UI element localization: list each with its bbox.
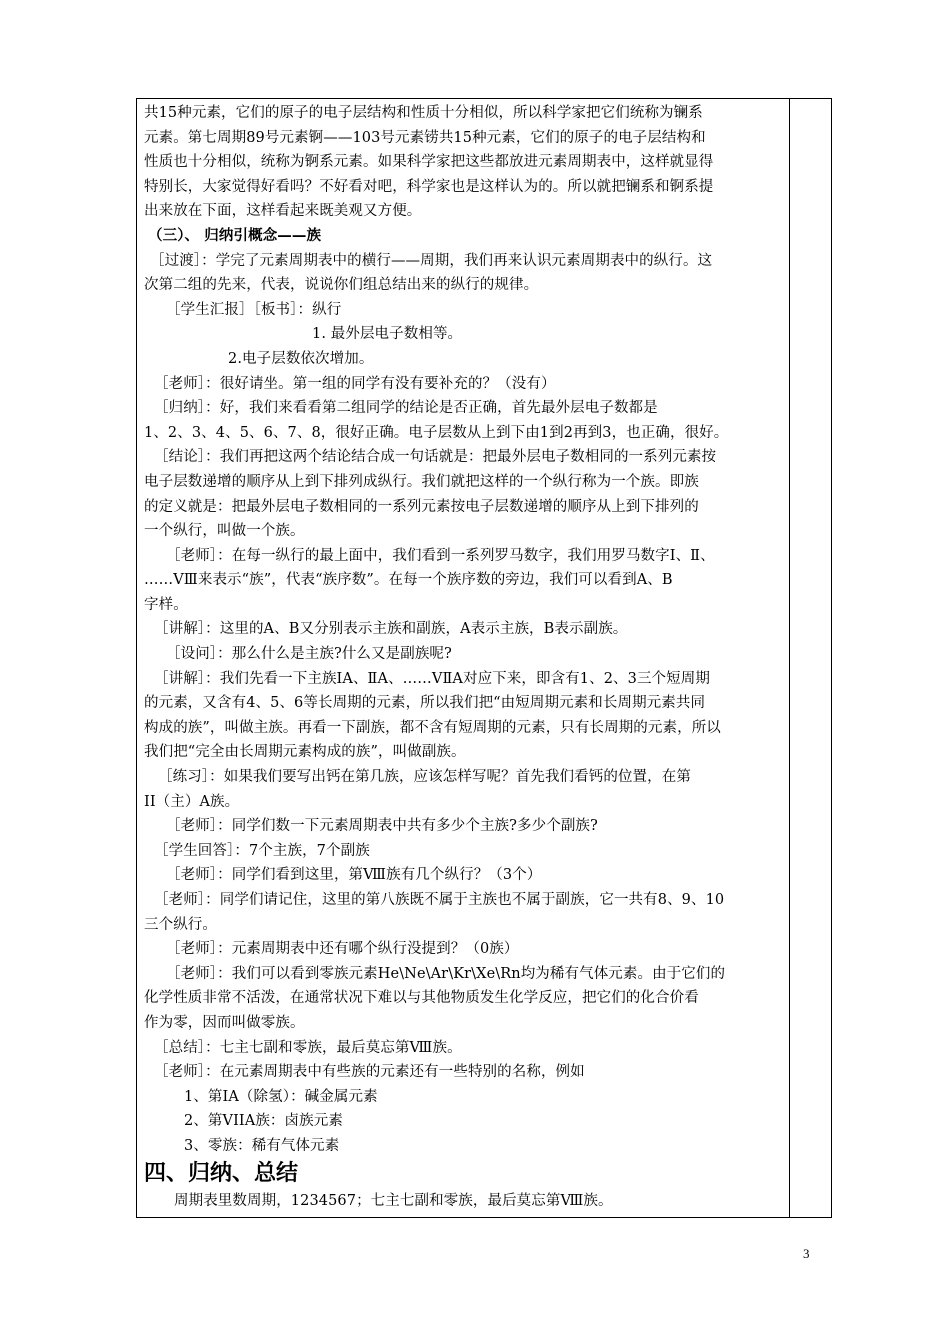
text-line: ⅠⅠ（主）A族。	[144, 793, 240, 810]
list-item: 3、零族：稀有气体元素	[184, 1137, 340, 1154]
text-line: 作为零，因而叫做零族。	[144, 1014, 305, 1031]
text-line: 的定义就是：把最外层电子数相同的一系列元素按电子层数递增的顺序从上到下排列的	[144, 498, 699, 515]
text-line: ［老师］：同学们看到这里，第Ⅷ族有几个纵行？（3个）	[166, 867, 542, 884]
text-line: ［老师］：同学们数一下元素周期表中共有多少个主族?多少个副族?	[166, 818, 598, 835]
column-divider	[789, 99, 790, 1217]
text-line: ［讲解］：我们先看一下主族ⅠA、ⅡA、……ⅤⅡA对应下来，即含有1、2、3三个短周期	[154, 670, 710, 687]
text-line: ［老师］：在每一纵行的最上面中，我们看到一系列罗马数字，我们用罗马数字Ⅰ、Ⅱ、	[166, 547, 715, 564]
text-line: 周期表里数周期，1234567；七主七副和零族，最后莫忘第Ⅷ族。	[174, 1192, 613, 1209]
text-line: ［讲解］：这里的A、B又分别表示主族和副族，A表示主族，B表示副族。	[154, 621, 628, 638]
lesson-table	[136, 98, 832, 1218]
text-line: 的元素，又含有4、5、6等长周期的元素，所以我们把“由短周期元素和长周期元素共同	[144, 695, 706, 712]
lesson-content	[144, 101, 784, 1213]
text-line: 元素。第七周期89号元素锕——103号元素铹共15种元素，它们的原子的电子层结构和	[144, 129, 706, 146]
text-line: 次第二组的先来，代表，说说你们组总结出来的纵行的规律。	[144, 277, 539, 294]
text-line: 我们把“完全由长周期元素构成的族”，叫做副族。	[144, 744, 466, 761]
text-line: ［学生回答］：7个主族，7个副族	[154, 842, 370, 859]
text-line: 三个纵行。	[144, 916, 217, 933]
page-number: 3	[803, 1246, 810, 1261]
text-line: ……ⅤⅢ来表示“族”，代表“族序数”。在每一个族序数的旁边，我们可以看到A、B	[144, 572, 673, 589]
board-item: 2.电子层数依次增加。	[228, 350, 374, 367]
text-line: 字样。	[144, 596, 188, 613]
text-line: 电子层数递增的顺序从上到下排列成纵行。我们就把这样的一个纵行称为一个族。即族	[144, 473, 699, 490]
list-item: 2、第VIIA族：卤族元素	[184, 1113, 343, 1130]
text-line: ［老师］：在元素周期表中有些族的元素还有一些特别的名称，例如	[154, 1064, 585, 1081]
section-title: 四、归纳、总结	[144, 1160, 299, 1186]
text-line: ［老师］：很好请坐。第一组的同学有没有要补充的？（没有）	[154, 375, 556, 392]
text-line: 化学性质非常不活泼，在通常状况下难以与其他物质发生化学反应，把它们的化合价看	[144, 990, 699, 1007]
text-line: 性质也十分相似，统称为锕系元素。如果科学家把这些都放进元素周期表中，这样就显得	[144, 154, 714, 171]
section-heading: （三）、 归纳引概念——族	[148, 227, 322, 244]
text-line: ［学生汇报］［板书］：纵行	[166, 301, 342, 318]
text-line: ［老师］：元素周期表中还有哪个纵行没提到？（0族）	[166, 941, 519, 958]
board-item: 1. 最外层电子数相等。	[312, 326, 463, 343]
text-line: ［老师］：我们可以看到零族元素He\Ne\Ar\Kr\Xe\Rn均为稀有气体元素。由于它们的	[166, 965, 726, 982]
text-line: ［总结］：七主七副和零族，最后莫忘第Ⅷ族。	[154, 1039, 462, 1056]
text-line: ［练习］：如果我们要写出钙在第几族，应该怎样写呢？首先我们看钙的位置，在第	[158, 769, 691, 786]
text-line: 一个纵行，叫做一个族。	[144, 523, 305, 540]
text-line: 共15种元素，它们的原子的电子层结构和性质十分相似，所以科学家把它们统称为镧系	[144, 105, 703, 121]
list-item: 1、第IA（除氢）：碱金属元素	[184, 1088, 378, 1105]
text-line: 1、2、3、4、5、6、7、8，很好正确。电子层数从上到下由1到2再到3，也正确，很好。	[144, 424, 729, 441]
text-line: 构成的族”，叫做主族。再看一下副族，都不含有短周期的元素，只有长周期的元素，所以	[144, 719, 721, 736]
text-line: 出来放在下面，这样看起来既美观又方便。	[144, 203, 422, 220]
text-line: ［设问］：那么什么是主族?什么又是副族呢?	[166, 646, 452, 663]
text-line: ［归纳］：好，我们来看看第二组同学的结论是否正确，首先最外层电子数都是	[154, 400, 658, 417]
text-line: 特别长，大家觉得好看吗？不好看对吧，科学家也是这样认为的。所以就把镧系和锕系提	[144, 178, 714, 195]
text-line: ［过渡］：学完了元素周期表中的横行——周期，我们再来认识元素周期表中的纵行。这	[150, 252, 713, 269]
text-line: ［老师］：同学们请记住，这里的第八族既不属于主族也不属于副族，它一共有8、9、10	[154, 892, 725, 908]
text-line: ［结论］：我们再把这两个结论结合成一句话就是：把最外层电子数相同的一系列元素按	[154, 449, 717, 466]
